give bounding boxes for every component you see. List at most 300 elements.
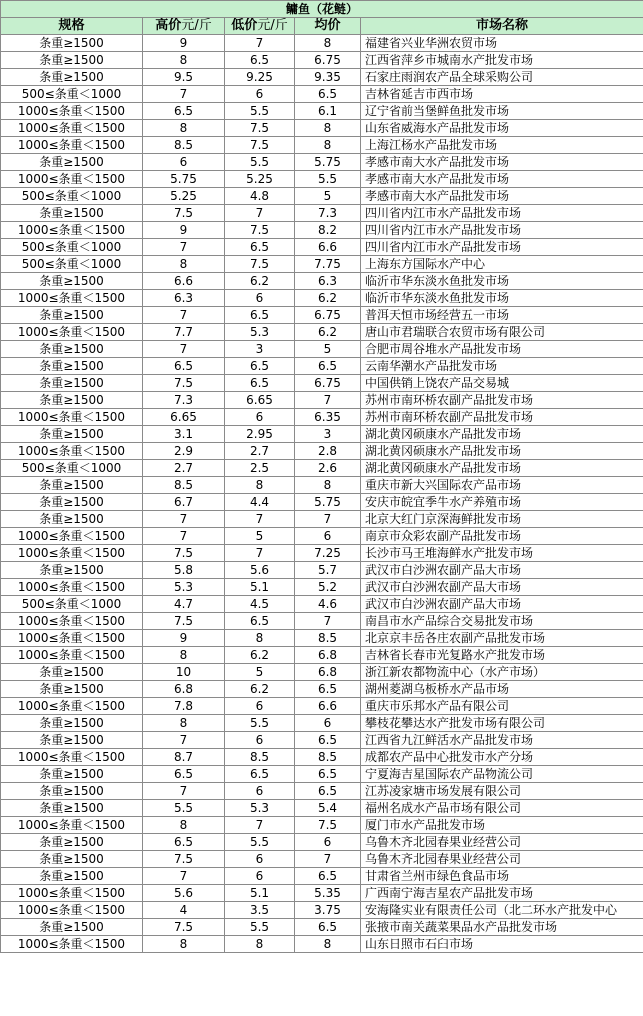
cell-low: 8.5: [225, 749, 295, 766]
cell-low: 6.2: [225, 273, 295, 290]
cell-market: 南昌市水产品综合交易批发市场: [361, 613, 643, 630]
cell-avg: 6.5: [295, 86, 361, 103]
cell-avg: 5.75: [295, 154, 361, 171]
table-row: [1, 392, 643, 409]
cell-low: 5.5: [225, 154, 295, 171]
cell-high: 7.5: [143, 205, 225, 222]
cell-avg: 6.3: [295, 273, 361, 290]
cell-market: 福建省兴业华洲农贸市场: [361, 35, 643, 52]
cell-avg: 6.5: [295, 681, 361, 698]
cell-market: 临沂市华东淡水鱼批发市场: [361, 273, 643, 290]
cell-high: 7.5: [143, 851, 225, 868]
cell-high: 6.3: [143, 290, 225, 307]
table-row: [1, 783, 643, 800]
cell-high: 5.75: [143, 171, 225, 188]
cell-spec: 条重≥1500: [1, 732, 143, 749]
cell-avg: 6.5: [295, 732, 361, 749]
cell-market: 云南华潮水产品批发市场: [361, 358, 643, 375]
cell-market: 北京大红门京深海鲜批发市场: [361, 511, 643, 528]
cell-spec: 条重≥1500: [1, 307, 143, 324]
table-row: [1, 307, 643, 324]
cell-low: 5.25: [225, 171, 295, 188]
cell-spec: 条重≥1500: [1, 426, 143, 443]
cell-market: 苏州市南环桥农副产品批发市场: [361, 409, 643, 426]
cell-avg: 6.5: [295, 766, 361, 783]
cell-avg: 8: [295, 477, 361, 494]
cell-spec: 条重≥1500: [1, 783, 143, 800]
cell-market: 福州名成水产品市场有限公司: [361, 800, 643, 817]
cell-high: 7: [143, 239, 225, 256]
cell-avg: 5.4: [295, 800, 361, 817]
cell-spec: 条重≥1500: [1, 919, 143, 936]
cell-market: 成都农产品中心批发市水产分场: [361, 749, 643, 766]
cell-avg: 3.75: [295, 902, 361, 919]
table-row: [1, 817, 643, 834]
cell-market: 湖北黄冈硕康水产品批发市场: [361, 426, 643, 443]
cell-high: 8.5: [143, 137, 225, 154]
cell-spec: 条重≥1500: [1, 834, 143, 851]
cell-avg: 8.2: [295, 222, 361, 239]
table-row: [1, 460, 643, 477]
cell-spec: 条重≥1500: [1, 664, 143, 681]
cell-avg: 5.35: [295, 885, 361, 902]
cell-market: 辽宁省前当堡鲜鱼批发市场: [361, 103, 643, 120]
table-row: [1, 800, 643, 817]
cell-avg: 7: [295, 511, 361, 528]
cell-avg: 6.75: [295, 307, 361, 324]
cell-avg: 2.8: [295, 443, 361, 460]
cell-high: 4.7: [143, 596, 225, 613]
table-row: [1, 69, 643, 86]
cell-high: 8: [143, 817, 225, 834]
cell-high: 6.5: [143, 103, 225, 120]
cell-high: 8: [143, 936, 225, 953]
header-low: [225, 18, 295, 35]
cell-market: 重庆市乐邦水产品有限公司: [361, 698, 643, 715]
cell-low: 6.2: [225, 681, 295, 698]
cell-low: 3.5: [225, 902, 295, 919]
cell-low: 7.5: [225, 222, 295, 239]
cell-low: 6.5: [225, 375, 295, 392]
cell-avg: 5.5: [295, 171, 361, 188]
cell-market: 江西省九江鲜活水产品批发市场: [361, 732, 643, 749]
cell-spec: 1000≤条重＜1500: [1, 936, 143, 953]
cell-avg: 8.5: [295, 749, 361, 766]
cell-high: 7: [143, 732, 225, 749]
cell-low: 2.7: [225, 443, 295, 460]
cell-market: 武汉市白沙洲农副产品大市场: [361, 596, 643, 613]
cell-spec: 条重≥1500: [1, 494, 143, 511]
table-row: [1, 120, 643, 137]
table-row: [1, 630, 643, 647]
cell-spec: 500≤条重＜1000: [1, 596, 143, 613]
cell-high: 2.7: [143, 460, 225, 477]
cell-high: 5.3: [143, 579, 225, 596]
table-row: [1, 545, 643, 562]
cell-high: 7.8: [143, 698, 225, 715]
cell-spec: 条重≥1500: [1, 868, 143, 885]
cell-spec: 1000≤条重＜1500: [1, 443, 143, 460]
cell-high: 5.25: [143, 188, 225, 205]
cell-spec: 条重≥1500: [1, 800, 143, 817]
table-row: [1, 766, 643, 783]
table-row: [1, 222, 643, 239]
table-row: [1, 851, 643, 868]
cell-spec: 1000≤条重＜1500: [1, 630, 143, 647]
table-row: [1, 562, 643, 579]
cell-spec: 1000≤条重＜1500: [1, 103, 143, 120]
cell-low: 7: [225, 35, 295, 52]
cell-spec: 条重≥1500: [1, 154, 143, 171]
table-row: [1, 919, 643, 936]
table-row: [1, 290, 643, 307]
cell-low: 5.5: [225, 103, 295, 120]
table-row: [1, 375, 643, 392]
cell-spec: 条重≥1500: [1, 205, 143, 222]
cell-avg: 6.35: [295, 409, 361, 426]
cell-low: 8: [225, 936, 295, 953]
cell-market: 唐山市君瑞联合农贸市场有限公司: [361, 324, 643, 341]
cell-low: 6: [225, 409, 295, 426]
cell-spec: 条重≥1500: [1, 562, 143, 579]
cell-low: 5.5: [225, 715, 295, 732]
cell-high: 7: [143, 783, 225, 800]
table-row: [1, 664, 643, 681]
cell-high: 7: [143, 307, 225, 324]
cell-low: 5.1: [225, 885, 295, 902]
cell-market: 湖北黄冈硕康水产品批发市场: [361, 460, 643, 477]
cell-avg: 7: [295, 613, 361, 630]
table-row: [1, 273, 643, 290]
cell-spec: 1000≤条重＜1500: [1, 817, 143, 834]
cell-avg: 6: [295, 715, 361, 732]
table-title-row: [1, 1, 643, 18]
cell-high: 7: [143, 868, 225, 885]
cell-high: 4: [143, 902, 225, 919]
cell-market: 湖北黄冈硕康水产品批发市场: [361, 443, 643, 460]
cell-high: 8: [143, 52, 225, 69]
table-row: [1, 528, 643, 545]
cell-spec: 1000≤条重＜1500: [1, 137, 143, 154]
cell-low: 7.5: [225, 256, 295, 273]
cell-avg: 8.5: [295, 630, 361, 647]
cell-high: 6.5: [143, 834, 225, 851]
cell-low: 7: [225, 511, 295, 528]
table-row: [1, 511, 643, 528]
cell-avg: 4.6: [295, 596, 361, 613]
cell-low: 6: [225, 783, 295, 800]
cell-high: 2.9: [143, 443, 225, 460]
cell-high: 9.5: [143, 69, 225, 86]
cell-low: 6.5: [225, 239, 295, 256]
header-market: 市场名称: [361, 18, 643, 35]
cell-low: 8: [225, 630, 295, 647]
cell-low: 5.1: [225, 579, 295, 596]
cell-avg: 6.75: [295, 52, 361, 69]
cell-high: 9: [143, 222, 225, 239]
cell-avg: 7: [295, 392, 361, 409]
cell-high: 6.5: [143, 358, 225, 375]
cell-high: 6: [143, 154, 225, 171]
cell-low: 6: [225, 732, 295, 749]
cell-spec: 1000≤条重＜1500: [1, 885, 143, 902]
cell-high: 8.7: [143, 749, 225, 766]
cell-market: 孝感市南大水产品批发市场: [361, 154, 643, 171]
cell-high: 7.5: [143, 613, 225, 630]
table-row: [1, 103, 643, 120]
cell-spec: 1000≤条重＜1500: [1, 222, 143, 239]
cell-avg: 5.7: [295, 562, 361, 579]
cell-high: 6.7: [143, 494, 225, 511]
header-row: [1, 18, 643, 35]
cell-high: 7: [143, 341, 225, 358]
table-row: [1, 426, 643, 443]
cell-spec: 条重≥1500: [1, 52, 143, 69]
cell-spec: 1000≤条重＜1500: [1, 290, 143, 307]
cell-market: 攀枝花攀达水产批发市场有限公司: [361, 715, 643, 732]
table-row: [1, 341, 643, 358]
table-row: [1, 749, 643, 766]
cell-high: 8.5: [143, 477, 225, 494]
cell-low: 5.5: [225, 919, 295, 936]
cell-high: 8: [143, 256, 225, 273]
cell-market: 安庆市皖宜季牛水产养殖市场: [361, 494, 643, 511]
cell-low: 4.8: [225, 188, 295, 205]
cell-high: 3.1: [143, 426, 225, 443]
table-row: [1, 579, 643, 596]
cell-market: 孝感市南大水产品批发市场: [361, 188, 643, 205]
table-row: [1, 868, 643, 885]
cell-low: 5.3: [225, 324, 295, 341]
cell-low: 7: [225, 205, 295, 222]
cell-market: 普洱天恒市场经营五一市场: [361, 307, 643, 324]
table-row: [1, 834, 643, 851]
cell-market: 张掖市南关蔬菜果品水产品批发市场: [361, 919, 643, 936]
cell-low: 6.65: [225, 392, 295, 409]
cell-market: 江苏凌家塘市场发展有限公司: [361, 783, 643, 800]
cell-high: 7.3: [143, 392, 225, 409]
cell-market: 武汉市白沙洲农副产品大市场: [361, 579, 643, 596]
cell-high: 7.7: [143, 324, 225, 341]
cell-market: 南京市众彩农副产品批发市场: [361, 528, 643, 545]
cell-avg: 6.1: [295, 103, 361, 120]
cell-low: 2.5: [225, 460, 295, 477]
cell-spec: 500≤条重＜1000: [1, 188, 143, 205]
cell-low: 6.5: [225, 613, 295, 630]
cell-low: 6: [225, 86, 295, 103]
cell-avg: 8: [295, 936, 361, 953]
cell-high: 9: [143, 630, 225, 647]
cell-avg: 8: [295, 137, 361, 154]
cell-spec: 条重≥1500: [1, 341, 143, 358]
cell-spec: 条重≥1500: [1, 375, 143, 392]
cell-high: 6.5: [143, 766, 225, 783]
cell-spec: 500≤条重＜1000: [1, 86, 143, 103]
cell-avg: 5: [295, 188, 361, 205]
table-row: [1, 681, 643, 698]
table-row: [1, 324, 643, 341]
cell-avg: 5.75: [295, 494, 361, 511]
header-high: [143, 18, 225, 35]
cell-spec: 条重≥1500: [1, 511, 143, 528]
cell-spec: 条重≥1500: [1, 681, 143, 698]
cell-avg: 9.35: [295, 69, 361, 86]
cell-spec: 条重≥1500: [1, 766, 143, 783]
cell-market: 乌鲁木齐北园春果业经营公司: [361, 834, 643, 851]
cell-market: 乌鲁木齐北园春果业经营公司: [361, 851, 643, 868]
cell-market: 北京京丰岳各庄农副产品批发市场: [361, 630, 643, 647]
cell-avg: 7.75: [295, 256, 361, 273]
cell-avg: 6.5: [295, 868, 361, 885]
cell-low: 5.6: [225, 562, 295, 579]
cell-high: 5.8: [143, 562, 225, 579]
cell-market: 合肥市周谷堆水产品批发市场: [361, 341, 643, 358]
table-row: [1, 205, 643, 222]
cell-spec: 1000≤条重＜1500: [1, 171, 143, 188]
header-spec: 规格: [1, 18, 143, 35]
cell-high: 7: [143, 528, 225, 545]
cell-avg: 6.75: [295, 375, 361, 392]
cell-spec: 条重≥1500: [1, 273, 143, 290]
cell-low: 5: [225, 528, 295, 545]
cell-high: 6.8: [143, 681, 225, 698]
cell-spec: 条重≥1500: [1, 715, 143, 732]
cell-market: 吉林省长春市光复路水产批发市场: [361, 647, 643, 664]
cell-market: 石家庄雨润农产品全球采购公司: [361, 69, 643, 86]
cell-avg: 5: [295, 341, 361, 358]
cell-low: 9.25: [225, 69, 295, 86]
table-row: [1, 443, 643, 460]
cell-low: 5.3: [225, 800, 295, 817]
cell-low: 7.5: [225, 120, 295, 137]
table-row: [1, 885, 643, 902]
header-high-unit: 元/斤: [181, 18, 212, 33]
cell-high: 8: [143, 715, 225, 732]
header-low-label: 低价: [231, 18, 258, 33]
table-row: [1, 52, 643, 69]
cell-low: 6: [225, 698, 295, 715]
header-avg: 均价: [295, 18, 361, 35]
cell-spec: 条重≥1500: [1, 851, 143, 868]
table-row: [1, 698, 643, 715]
cell-spec: 条重≥1500: [1, 358, 143, 375]
cell-market: 吉林省延吉市西市场: [361, 86, 643, 103]
table-row: [1, 256, 643, 273]
cell-avg: 6.8: [295, 664, 361, 681]
cell-avg: 6.5: [295, 783, 361, 800]
table-row: [1, 171, 643, 188]
table-row: [1, 613, 643, 630]
table-row: [1, 936, 643, 953]
cell-high: 8: [143, 647, 225, 664]
table-body: [1, 35, 643, 953]
table-row: [1, 409, 643, 426]
cell-high: 5.6: [143, 885, 225, 902]
cell-low: 3: [225, 341, 295, 358]
cell-avg: 6.6: [295, 239, 361, 256]
table-row: [1, 86, 643, 103]
cell-spec: 1000≤条重＜1500: [1, 545, 143, 562]
cell-avg: 6.5: [295, 358, 361, 375]
cell-market: 山东日照市石臼市场: [361, 936, 643, 953]
cell-spec: 1000≤条重＜1500: [1, 902, 143, 919]
cell-high: 7.5: [143, 375, 225, 392]
cell-high: 5.5: [143, 800, 225, 817]
cell-spec: 1000≤条重＜1500: [1, 749, 143, 766]
table-row: [1, 35, 643, 52]
cell-avg: 6.6: [295, 698, 361, 715]
cell-spec: 条重≥1500: [1, 35, 143, 52]
cell-low: 6: [225, 290, 295, 307]
cell-spec: 500≤条重＜1000: [1, 239, 143, 256]
table-row: [1, 239, 643, 256]
cell-market: 长沙市马王堆海鲜水产批发市场: [361, 545, 643, 562]
cell-spec: 条重≥1500: [1, 477, 143, 494]
cell-market: 孝感市南大水产品批发市场: [361, 171, 643, 188]
cell-high: 7: [143, 511, 225, 528]
cell-spec: 1000≤条重＜1500: [1, 579, 143, 596]
cell-avg: 6.8: [295, 647, 361, 664]
cell-avg: 6: [295, 834, 361, 851]
table-row: [1, 732, 643, 749]
cell-low: 4.4: [225, 494, 295, 511]
cell-low: 7.5: [225, 137, 295, 154]
cell-high: 10: [143, 664, 225, 681]
cell-spec: 1000≤条重＜1500: [1, 409, 143, 426]
cell-avg: 7.3: [295, 205, 361, 222]
cell-high: 6.65: [143, 409, 225, 426]
cell-market: 上海江杨水产品批发市场: [361, 137, 643, 154]
cell-spec: 1000≤条重＜1500: [1, 613, 143, 630]
cell-spec: 条重≥1500: [1, 69, 143, 86]
cell-market: 江西省萍乡市城南水产批发市场: [361, 52, 643, 69]
cell-market: 上海东方国际水产中心: [361, 256, 643, 273]
cell-low: 2.95: [225, 426, 295, 443]
cell-market: 武汉市白沙洲农副产品大市场: [361, 562, 643, 579]
cell-low: 5.5: [225, 834, 295, 851]
table-row: [1, 154, 643, 171]
cell-low: 4.5: [225, 596, 295, 613]
table-row: [1, 902, 643, 919]
cell-spec: 1000≤条重＜1500: [1, 647, 143, 664]
cell-avg: 5.2: [295, 579, 361, 596]
cell-market: 四川省内江市水产品批发市场: [361, 239, 643, 256]
cell-spec: 500≤条重＜1000: [1, 256, 143, 273]
cell-market: 四川省内江市水产品批发市场: [361, 222, 643, 239]
cell-low: 7: [225, 817, 295, 834]
cell-avg: 7: [295, 851, 361, 868]
cell-high: 6.6: [143, 273, 225, 290]
table-row: [1, 596, 643, 613]
cell-avg: 2.6: [295, 460, 361, 477]
cell-low: 5: [225, 664, 295, 681]
table-row: [1, 494, 643, 511]
cell-low: 6.5: [225, 52, 295, 69]
cell-spec: 1000≤条重＜1500: [1, 120, 143, 137]
cell-market: 湖州菱湖乌板桥水产品市场: [361, 681, 643, 698]
cell-market: 厦门市水产品批发市场: [361, 817, 643, 834]
cell-spec: 1000≤条重＜1500: [1, 528, 143, 545]
header-high-label: 高价: [155, 18, 182, 33]
cell-high: 9: [143, 35, 225, 52]
cell-low: 7: [225, 545, 295, 562]
cell-low: 6.5: [225, 307, 295, 324]
cell-avg: 6.5: [295, 919, 361, 936]
cell-market: 苏州市南环桥农副产品批发市场: [361, 392, 643, 409]
cell-avg: 7.5: [295, 817, 361, 834]
cell-avg: 6: [295, 528, 361, 545]
cell-market: 浙江新农都物流中心（水产市场）: [361, 664, 643, 681]
